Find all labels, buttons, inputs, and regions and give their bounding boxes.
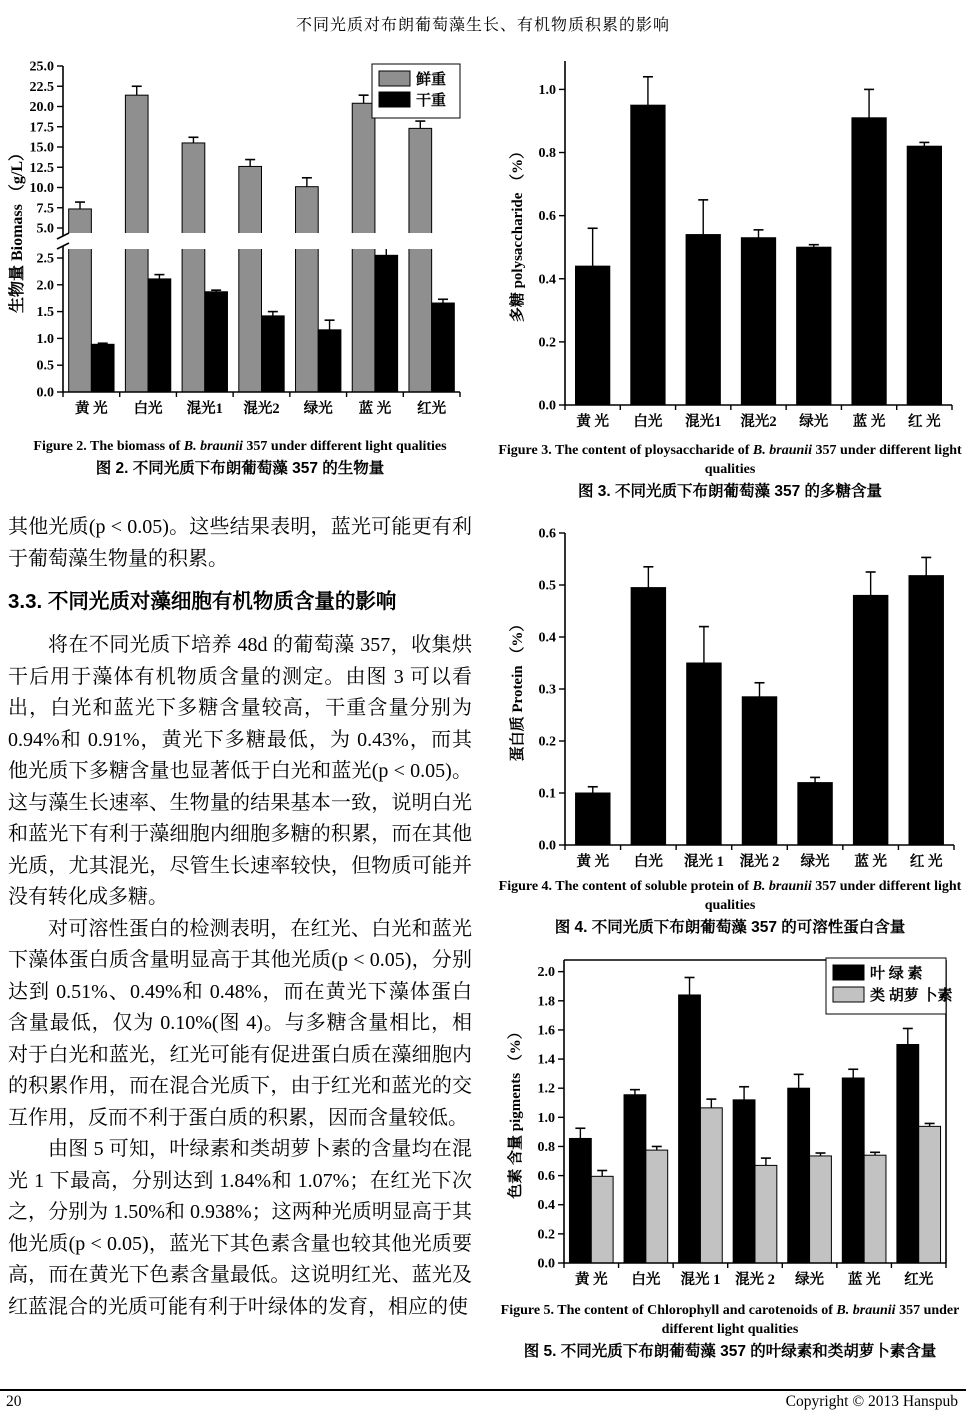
svg-text:红 光: 红 光 [909,854,943,870]
svg-text:白光: 白光 [631,1272,661,1288]
svg-text:绿光: 绿光 [795,1272,825,1288]
svg-text:1.2: 1.2 [537,1081,555,1097]
svg-text:0.4: 0.4 [538,630,556,646]
svg-text:生物量 Biomass （g/L）: 生物量 Biomass （g/L） [9,144,26,314]
figure5-caption-zh: 图 5. 不同光质下布朗葡萄藻 357 的叶绿素和类胡萝卜素含量 [523,1343,937,1360]
svg-text:0.6: 0.6 [538,526,556,542]
species-name: B. braunii [183,439,243,454]
paragraph: 其他光质(p < 0.05)。这些结果表明，蓝光可能更有利于葡萄藻生物量的积累。 [8,516,472,570]
svg-text:0.1: 0.1 [538,786,556,802]
figure2-caption [8,437,472,480]
article-body [8,512,472,1323]
svg-text:0.8: 0.8 [537,1139,555,1155]
svg-text:5.0: 5.0 [36,221,54,237]
svg-text:2.5: 2.5 [36,251,54,267]
page-number: 20 [6,1393,22,1410]
fig2-svg [6,58,472,432]
svg-text:0.5: 0.5 [36,358,54,374]
svg-text:黄 光: 黄 光 [75,401,108,417]
svg-text:混光1: 混光1 [685,414,722,430]
svg-text:红光: 红光 [904,1272,934,1288]
svg-text:0.2: 0.2 [537,1227,555,1243]
section-heading: 3.3. 不同光质对藻细胞有机物质含量的影响 [8,590,397,613]
svg-text:红 光: 红 光 [908,414,941,430]
page-footer [0,1389,966,1411]
figure4-protein-chart [498,517,962,875]
svg-text:绿光: 绿光 [799,414,829,430]
svg-text:混光 2: 混光 2 [735,1272,775,1288]
fig5-svg [498,948,962,1300]
figure4-caption [498,877,962,939]
plot [508,61,952,430]
caption-text: 357 under different light qualities [704,879,962,913]
svg-text:17.5: 17.5 [29,120,54,136]
svg-text:鲜重: 鲜重 [416,72,447,88]
figure5-pigments-chart [498,948,962,1300]
svg-text:12.5: 12.5 [29,160,54,176]
svg-text:1.5: 1.5 [36,305,54,321]
svg-text:0.5: 0.5 [538,578,556,594]
svg-text:1.4: 1.4 [537,1052,555,1068]
plot [506,958,953,1288]
svg-text:混光2: 混光2 [740,414,777,430]
svg-text:0.6: 0.6 [538,209,556,225]
paragraph: 由图 5 可知，叶绿素和类胡萝卜素的含量均在混光 1 下最高，分别达到 1.84%和 1.07%；在红光下次之，分别为 1.50%和 0.938%；这两种光质明显高于其他光质(p < 0.05)，蓝光下其色素含量也较其他光质要高，而在黄光下色素含量最低。这说明红光、蓝光及红蓝混合的光质可能有利于叶绿体的发育，相应的使 [8,1138,472,1318]
svg-text:20.0: 20.0 [29,100,54,115]
svg-text:0.0: 0.0 [538,398,556,414]
svg-text:2.0: 2.0 [36,278,54,294]
caption-text: Figure 5. The content of Chlorophyll and carotenoids of [500,1303,837,1318]
svg-text:1.0: 1.0 [36,331,54,347]
fig3-svg [498,55,962,440]
svg-text:叶 绿 素: 叶 绿 素 [870,966,923,982]
svg-text:25.0: 25.0 [29,59,54,75]
svg-text:蓝 光: 蓝 光 [854,854,887,870]
svg-text:干重: 干重 [416,93,447,109]
caption-text: 357 under different light qualities [661,1303,960,1337]
svg-text:混光2: 混光2 [243,401,280,417]
fig4-svg [498,517,962,875]
plot [7,60,460,418]
figure5-caption [498,1301,962,1363]
caption-text: 357 under different light qualities [242,439,447,454]
svg-text:蓝 光: 蓝 光 [852,414,886,430]
svg-text:绿光: 绿光 [303,401,333,417]
caption-text: Figure 3. The content of ploysaccharide of [498,443,753,458]
figure5-caption-en [498,1301,962,1339]
svg-text:1.0: 1.0 [537,1110,555,1126]
svg-text:0.2: 0.2 [538,734,556,750]
figure3-caption-en [498,441,962,479]
svg-text:0.0: 0.0 [36,385,54,401]
svg-text:1.6: 1.6 [537,1023,555,1039]
svg-text:混光 2: 混光 2 [739,854,780,870]
figure3-caption [498,441,962,503]
svg-text:黄 光: 黄 光 [576,854,610,870]
page-title: 不同光质对布朗葡萄藻生长、有机物质积累的影响 [295,17,670,34]
svg-text:0.2: 0.2 [538,335,556,351]
svg-text:混光1: 混光1 [186,401,223,417]
svg-text:22.5: 22.5 [29,79,54,95]
paragraph: 对可溶性蛋白的检测表明，在红光、白光和蓝光下藻体蛋白质含量明显高于其他光质(p < 0.05)，分别达到 0.51%、0.49%和 0.48%，而在黄光下藻体蛋白含量最低，仅为 0.10%(图 4)。与多糖含量相比，相对于白光和蓝光，红光可能有促进蛋白质在藻细胞内的积累作用，而在混合光质下，由于红光和蓝光的交互作用，反而不利于蛋白质的积累，因而含量较低。 [8,917,472,1129]
svg-text:混光 1: 混光 1 [680,1272,721,1288]
svg-text:0.4: 0.4 [537,1198,555,1214]
species-name: B. braunii [836,1303,896,1318]
svg-text:1.0: 1.0 [538,82,556,98]
svg-text:混光 1: 混光 1 [683,854,724,870]
svg-text:类 胡萝 卜素: 类 胡萝 卜素 [870,988,953,1004]
svg-text:红光: 红光 [417,401,447,417]
svg-text:蓝 光: 蓝 光 [358,401,392,417]
svg-text:10.0: 10.0 [29,181,54,196]
svg-text:1.8: 1.8 [537,994,555,1010]
svg-text:0.0: 0.0 [537,1256,555,1272]
caption-text: Figure 2. The biomass of [33,439,184,454]
svg-text:2.0: 2.0 [537,965,555,981]
svg-text:多糖 polysaccharide （%）: 多糖 polysaccharide （%） [510,143,526,323]
svg-text:0.8: 0.8 [538,146,556,162]
species-name: B. braunii [752,879,812,894]
figure2-biomass-chart [6,58,472,432]
figure2-caption-en [8,437,472,456]
svg-text:蛋白质 Protein （%）: 蛋白质 Protein （%） [510,616,526,762]
svg-text:白光: 白光 [633,854,663,870]
svg-text:黄 光: 黄 光 [576,414,609,430]
svg-text:15.0: 15.0 [29,140,54,156]
svg-text:7.5: 7.5 [36,201,54,217]
svg-text:绿光: 绿光 [800,854,830,870]
svg-text:0.6: 0.6 [537,1169,555,1185]
figure4-caption-zh: 图 4. 不同光质下布朗葡萄藻 357 的可溶性蛋白含量 [554,919,906,936]
svg-text:白光: 白光 [633,414,663,430]
figure3-caption-zh: 图 3. 不同光质下布朗葡萄藻 357 的多糖含量 [577,483,882,500]
figure4-caption-en [498,877,962,915]
svg-text:蓝 光: 蓝 光 [847,1272,881,1288]
figure3-polysaccharide-chart [498,55,962,440]
plot [508,527,954,871]
copyright-notice: Copyright © 2013 Hanspub [785,1393,958,1410]
paragraph: 将在不同光质下培养 48d 的葡萄藻 357，收集烘干后用于藻体有机物质含量的测定。由图 3 可以看出，白光和蓝光下多糖含量较高，干重含量分别为 0.94%和 0.91%，黄光下多糖最低，为 0.43%，而其他光质下多糖含量也显著低于白光和蓝光(p < 0.05)。这与藻生长速率、生物量的结果基本一致，说明白光和蓝光下有利于藻细胞内细胞多糖的积累，而在其他光质，尤其混光，尽管生长速率较快，但物质可能并没有转化成多糖。 [8,634,472,908]
svg-text:白光: 白光 [133,401,163,417]
caption-text: Figure 4. The content of soluble protein of [498,879,753,894]
svg-text:0.3: 0.3 [538,682,556,698]
svg-text:黄 光: 黄 光 [574,1272,608,1288]
svg-text:0.0: 0.0 [538,838,556,854]
figure2-caption-zh: 图 2. 不同光质下布朗葡萄藻 357 的生物量 [95,460,385,477]
svg-text:色素 含量 pigments （%）: 色素 含量 pigments （%） [508,1024,524,1199]
species-name: B. braunii [752,443,813,458]
caption-text: 357 under different light qualities [704,443,962,477]
svg-text:0.4: 0.4 [538,272,556,288]
